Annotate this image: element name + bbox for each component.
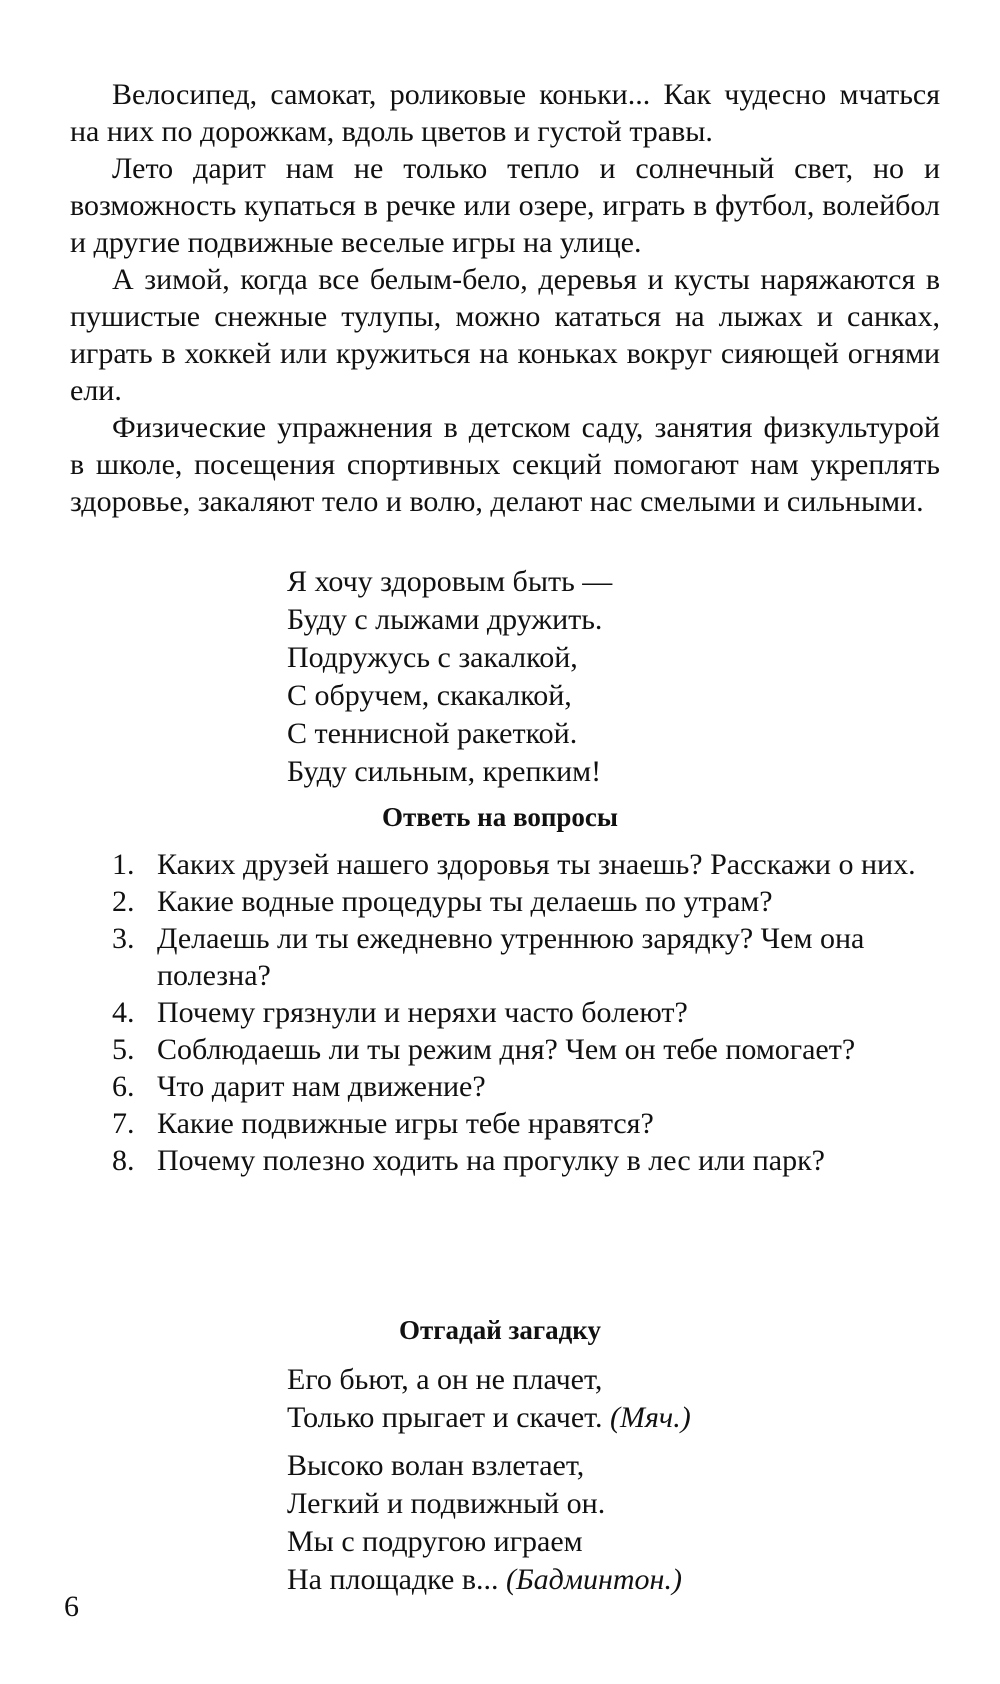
- riddle-line-text: Только прыгает и скачет.: [287, 1401, 603, 1434]
- question-number: 4.: [112, 996, 135, 1029]
- poem-line: С обручем, скакалкой,: [287, 679, 572, 712]
- poem-line: Буду с лыжами дружить.: [287, 603, 603, 636]
- riddle-line: [287, 1399, 691, 1437]
- poem-line: Буду сильным, крепким!: [287, 755, 602, 788]
- riddle-line: Мы с подругою играем: [287, 1525, 583, 1558]
- poem-line: Подружусь с закалкой,: [287, 641, 578, 674]
- question-text: Какие водные процедуры ты делаешь по утрам?: [157, 885, 773, 918]
- question-number: 6.: [112, 1070, 135, 1103]
- questions-heading: Ответь на вопросы: [382, 802, 618, 832]
- question-text: Делаешь ли ты ежедневно утреннюю зарядку? Чем она полезна?: [157, 922, 865, 992]
- poem-line: С теннисной ракеткой.: [287, 717, 578, 750]
- riddle-answer: (Бадминтон.): [506, 1563, 682, 1596]
- questions-list: [112, 846, 942, 1179]
- question-text: Что дарит нам движение?: [157, 1070, 486, 1103]
- paragraph-winter: А зимой, когда все белым-бело, деревья и кусты наряжаются в пушистые снежные тулупы, можно кататься на лыжах и санках, играть в хоккей или кружиться на коньках вокруг сияющей огнями ели.: [70, 263, 940, 407]
- riddles-heading: Отгадай загадку: [399, 1315, 601, 1345]
- paragraph-exercise: Физические упражнения в детском саду, занятия физкультурой в школе, посещения спортивных секций помогают нам укреплять здоровье, закаляют тело и волю, делают нас смелыми и сильными.: [70, 411, 940, 518]
- question-number: 1.: [112, 848, 135, 881]
- question-number: 8.: [112, 1144, 135, 1177]
- question-item: [112, 846, 942, 883]
- question-text: Какие подвижные игры тебе нравятся?: [157, 1107, 654, 1140]
- question-item: [112, 1142, 942, 1179]
- question-text: Соблюдаешь ли ты режим дня? Чем он тебе помогает?: [157, 1033, 856, 1066]
- question-number: 2.: [112, 885, 135, 918]
- riddle-line: [287, 1561, 682, 1599]
- paragraph-summer: Лето дарит нам не только тепло и солнечный свет, но и возможность купаться в речке или озере, играть в футбол, волейбол и другие подвижные веселые игры на улице.: [70, 152, 940, 259]
- poem-line: Я хочу здоровым быть —: [287, 565, 613, 598]
- paragraph-bicycles: Велосипед, самокат, роликовые коньки... Как чудесно мчаться на них по дорожкам, вдоль цветов и густой травы.: [70, 78, 940, 148]
- riddle-line: Легкий и подвижный он.: [287, 1487, 606, 1520]
- poem: [287, 563, 612, 791]
- riddle-line: Его бьют, а он не плачет,: [287, 1363, 603, 1396]
- question-number: 3.: [112, 922, 135, 955]
- question-text: Почему полезно ходить на прогулку в лес или парк?: [157, 1144, 825, 1177]
- question-item: [112, 920, 942, 994]
- riddle-line: Высоко волан взлетает,: [287, 1449, 585, 1482]
- page-number: 6: [64, 1590, 79, 1623]
- question-item: [112, 1031, 942, 1068]
- question-item: [112, 883, 942, 920]
- question-item: [112, 1105, 942, 1142]
- question-item: [112, 994, 942, 1031]
- question-item: [112, 1068, 942, 1105]
- riddle-line-text: На площадке в...: [287, 1563, 499, 1596]
- question-number: 7.: [112, 1107, 135, 1140]
- riddle-answer: (Мяч.): [610, 1401, 691, 1434]
- riddle-ball: [287, 1361, 691, 1437]
- question-text: Каких друзей нашего здоровья ты знаешь? Расскажи о них.: [157, 848, 916, 881]
- question-number: 5.: [112, 1033, 135, 1066]
- riddle-badminton: [287, 1447, 682, 1599]
- question-text: Почему грязнули и неряхи часто болеют?: [157, 996, 688, 1029]
